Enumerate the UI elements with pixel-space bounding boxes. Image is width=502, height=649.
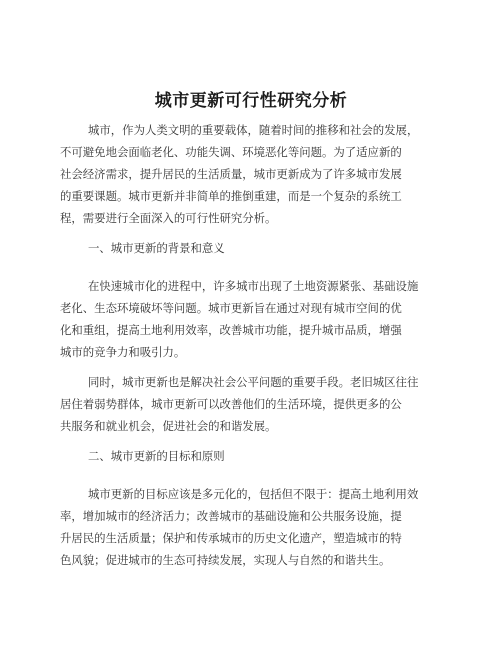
section1-paragraph2	[60, 371, 426, 437]
paragraph-line: 化和重组，提高土地利用效率，改善城市功能，提升城市品质，增强	[60, 323, 402, 337]
paragraph-line: 城市，作为人类文明的重要载体，随着时间的推移和社会的发展，	[88, 123, 419, 137]
paragraph-line: 居住着弱势群体，城市更新可以改善他们的生活环境，提供更多的公	[60, 397, 402, 411]
section-heading: 二、城市更新的目标和原则	[88, 449, 225, 463]
paragraph-line: 升居民的生活质量；保护和传承城市的历史文化遗产，塑造城市的特	[60, 531, 402, 545]
section1-paragraph1	[60, 275, 426, 363]
paragraph-line: 社会经济需求，提升居民的生活质量，城市更新成为了许多城市发展	[60, 167, 402, 181]
paragraph-line: 同时，城市更新也是解决社会公平问题的重要手段。老旧城区往往	[88, 375, 419, 389]
paragraph-line: 城市更新的目标应该是多元化的，包括但不限于：提高土地利用效	[88, 487, 419, 501]
paragraph-line: 的重要课题。城市更新并非简单的推倒重建，而是一个复杂的系统工	[60, 189, 402, 203]
paragraph-line: 城市的竞争力和吸引力。	[60, 345, 186, 359]
paragraph-line: 率，增加城市的经济活力；改善城市的基础设施和公共服务设施，提	[60, 509, 402, 523]
section-heading: 一、城市更新的背景和意义	[88, 241, 225, 255]
paragraph-line: 程，需要进行全面深入的可行性研究分析。	[60, 211, 277, 225]
intro-paragraph	[60, 119, 426, 229]
section2-paragraph1	[60, 483, 426, 571]
paragraph-line: 色风貌；促进城市的生态可持续发展，实现人与自然的和谐共生。	[60, 553, 391, 567]
paragraph-line: 在快速城市化的进程中，许多城市出现了土地资源紧张、基础设施	[88, 279, 419, 293]
paragraph-line: 老化、生态环境破坏等问题。城市更新旨在通过对现有城市空间的优	[60, 301, 402, 315]
document-title: 城市更新可行性研究分析	[154, 91, 348, 111]
paragraph-line: 不可避免地会面临老化、功能失调、环境恶化等问题。为了适应新的	[60, 145, 402, 159]
paragraph-line: 共服务和就业机会，促进社会的和谐发展。	[60, 419, 277, 433]
